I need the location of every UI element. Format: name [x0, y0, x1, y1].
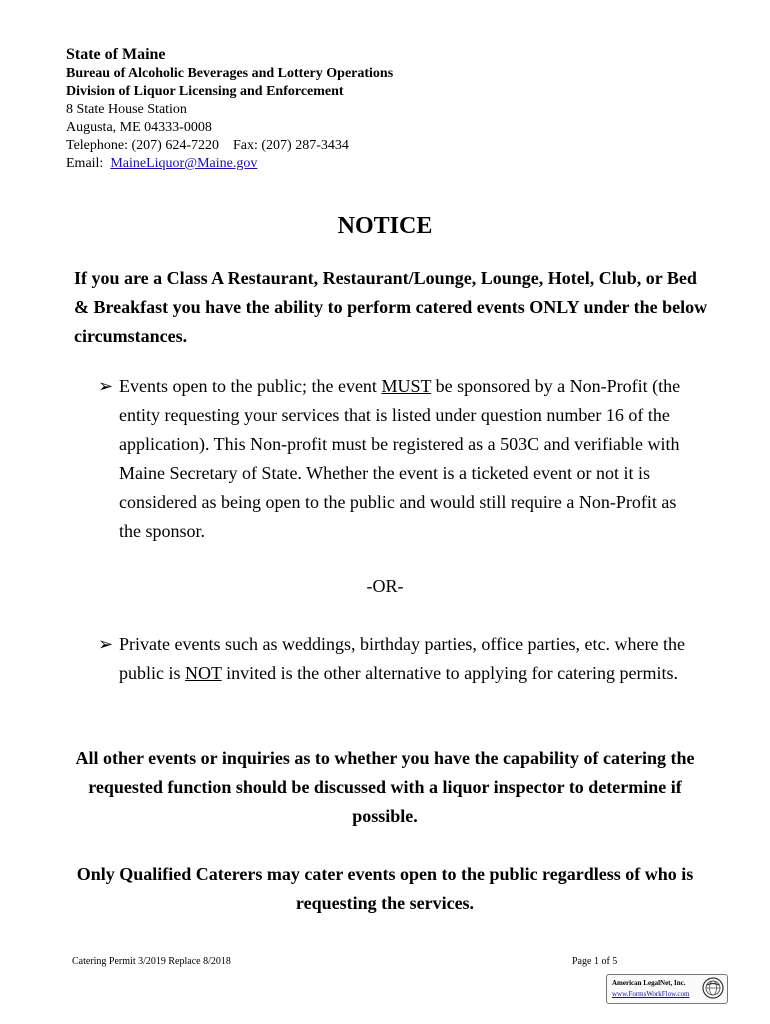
publisher-site-link[interactable]: www.FormsWorkFlow.com [612, 990, 690, 998]
state-name: State of Maine [66, 46, 166, 63]
globe-logo-icon [702, 977, 724, 999]
bureau-name: Bureau of Alcoholic Beverages and Lottery Operations [66, 66, 394, 81]
bullet1-emphasis: MUST [381, 376, 432, 396]
address-line-1: 8 State House Station [66, 102, 187, 117]
form-identifier: Catering Permit 3/2019 Replace 8/2018 [72, 956, 231, 967]
or-separator: -OR- [366, 576, 404, 596]
email-link[interactable]: MaineLiquor@Maine.gov [110, 156, 258, 171]
bullet2-text-after: invited is the other alternative to applying for catering permits. [221, 663, 679, 683]
email-label: Email: [66, 156, 111, 171]
email-line [66, 155, 393, 173]
bullet2-emphasis: NOT [185, 663, 222, 683]
bullet1-text-before: Events open to the public; the event [119, 376, 382, 396]
other-events-paragraph: All other events or inquiries as to whether you have the capability of catering the requested function should be discussed with a liquor inspector to determine if possible. [75, 748, 695, 826]
bullet-private-events-text [119, 630, 698, 688]
bullet-public-events-text [119, 372, 698, 546]
arrow-bullet-icon: ➢ [98, 634, 114, 654]
bullet-public-events [98, 372, 698, 546]
arrow-bullet-icon: ➢ [98, 376, 114, 396]
publisher-name: American LegalNet, Inc. [612, 979, 686, 987]
intro-paragraph: If you are a Class A Restaurant, Restaurant/Lounge, Lounge, Hotel, Club, or Bed & Breakfast you have the ability to perform catered events ONLY under the below circumstances. [74, 268, 708, 346]
notice-title: NOTICE [337, 213, 433, 239]
address-line-2: Augusta, ME 04333-0008 [66, 120, 212, 135]
page-number: Page 1 of 5 [572, 956, 618, 967]
division-name: Division of Liquor Licensing and Enforcement [66, 84, 344, 99]
bullet2-text-before: Private events such as weddings, birthday parties, office parties, etc. where the public is [119, 634, 685, 683]
phone-fax-line: Telephone: (207) 624-7220 Fax: (207) 287-3434 [66, 138, 349, 153]
bullet1-text-after: be sponsored by a Non-Profit (the entity requesting your services that is listed under question number 16 of the application). This Non-profit must be registered as a 503C and verifiable with Maine Secretary of State. Whether the event is a ticketed event or not it is considered as being open to the public and would still require a Non-Profit as the sponsor. [119, 376, 681, 541]
agency-header [66, 45, 393, 173]
bullet-private-events [98, 630, 698, 688]
publisher-badge[interactable] [606, 974, 728, 1004]
qualified-caterers-paragraph: Only Qualified Caterers may cater events open to the public regardless of who is requesting the services. [76, 864, 694, 913]
